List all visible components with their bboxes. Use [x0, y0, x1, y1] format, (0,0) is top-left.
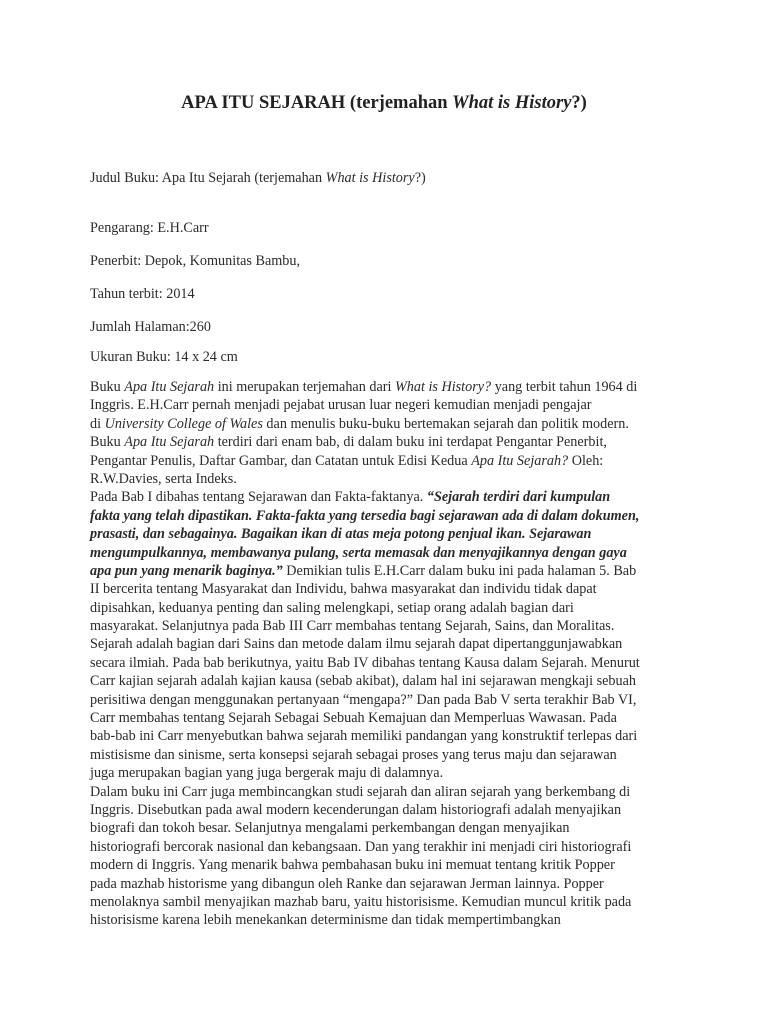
body-line: bab-bab ini Carr menyebutkan bahwa sejarah memiliki pandangan yang konstruktif terlepas dari	[90, 728, 638, 745]
field-halaman: Jumlah Halaman:260	[90, 319, 211, 335]
quote-run: mengumpulkannya, membawanya pulang, serta memasak dan menyajikannya dengan gaya	[90, 544, 627, 561]
quote-run: fakta yang telah dipastikan. Fakta-fakta yang tersedia bagi sejarawan ada di dalam dokumen,	[90, 507, 640, 524]
body-line: biografi dan tokoh besar. Selanjutnya mengalami perkembangan dengan menyajikan	[90, 820, 570, 837]
quote-run: “Sejarah terdiri dari kumpulan	[426, 489, 611, 506]
body-line	[90, 544, 690, 562]
text-run: Pengantar Penulis, Daftar Gambar, dan Catatan untuk Edisi Kedua	[90, 452, 472, 469]
judul-suffix: ?)	[414, 170, 426, 186]
text-run-italic: University College of Wales	[104, 415, 263, 432]
body-line	[90, 378, 690, 396]
text-run: Oleh:	[568, 452, 604, 469]
body-line	[90, 525, 690, 543]
body-line	[90, 562, 690, 580]
field-penerbit: Penerbit: Depok, Komunitas Bambu,	[90, 253, 301, 269]
body-line: secara ilmiah. Pada bab berikutnya, yaitu Bab IV dibahas tentang Kausa dalam Sejarah. Menurut	[90, 654, 640, 671]
body-line: modern di Inggris. Yang menarik bahwa pembahasan buku ini memuat tentang kritik Popper	[90, 857, 615, 874]
body-line: II bercerita tentang Masyarakat dan Individu, bahwa masyarakat dan individu tidak dapat	[90, 581, 597, 598]
body-line: juga merupakan bagian yang juga bergerak maju di dalamnya.	[90, 765, 444, 782]
body-line: Carr kajian sejarah adalah kajian kausa (sebab akibat), dalam hal ini sejarawan mengkaji sebuah	[90, 673, 636, 690]
body-line: Carr membahas tentang Sejarah Sebagai Sebuah Kemajuan dan Memperluas Wawasan. Pada	[90, 710, 617, 727]
title-italic: What is History	[452, 93, 572, 113]
body-text	[90, 378, 690, 930]
body-line	[90, 415, 690, 433]
field-pengarang: Pengarang: E.H.Carr	[90, 220, 209, 236]
body-line	[90, 433, 690, 451]
body-line: mistisisme dan sinisme, serta konsepsi sejarah sebagai proses yang terus maju dan sejarawan	[90, 746, 617, 763]
page-title	[0, 93, 768, 114]
text-run: terdiri dari enam bab, di dalam buku ini terdapat Pengantar Penerbit,	[214, 434, 607, 451]
text-run: ini merupakan terjemahan dari	[214, 379, 395, 395]
text-run: Buku	[90, 434, 125, 451]
body-line	[90, 507, 690, 525]
body-line: historisisme karena lebih menekankan determinisme dan tidak mempertimbangkan	[90, 912, 561, 929]
body-line: Dalam buku ini Carr juga membincangkan studi sejarah dan aliran sejarah yang berkembang di	[90, 783, 631, 800]
body-line: perisitiwa dengan menggunakan pertanyaan “mengapa?” Dan pada Bab V serta terakhir Bab VI,	[90, 691, 637, 708]
body-line: dipisahkan, keduanya penting dan saling melengkapi, setiap orang adalah bagian dari	[90, 599, 574, 616]
judul-italic: What is History	[325, 170, 415, 186]
text-run: yang terbit tahun 1964 di	[491, 379, 638, 395]
field-judul	[90, 169, 426, 187]
text-run-italic: Apa Itu Sejarah	[124, 434, 215, 451]
title-prefix: APA ITU SEJARAH (terjemahan	[181, 93, 453, 113]
quote-run: apa pun yang menarik baginya.”	[90, 562, 283, 579]
body-line: masyarakat. Selanjutnya pada Bab III Carr membahas tentang Sejarah, Sains, dan Moralitas.	[90, 618, 615, 635]
body-line	[90, 452, 690, 470]
field-tahun: Tahun terbit: 2014	[90, 286, 195, 302]
body-line: historiografi bercorak nasional dan kebangsaan. Dan yang terakhir ini menjadi ciri historiografi	[90, 838, 632, 855]
text-run: Buku	[90, 379, 125, 395]
text-run: di	[90, 415, 105, 432]
text-run-italic: What is History?	[394, 379, 492, 395]
field-ukuran: Ukuran Buku: 14 x 24 cm	[90, 349, 238, 365]
text-run-italic: Apa Itu Sejarah	[124, 379, 215, 395]
text-run-italic: Apa Itu Sejarah?	[471, 452, 569, 469]
body-line: pada mazhab historisme yang dibangun oleh Ranke dan sejarawan Jerman lainnya. Popper	[90, 875, 604, 892]
body-line: Inggris. Disebutkan pada awal modern kecenderungan dalam historiografi adalah menyajikan	[90, 801, 622, 818]
text-run: dan menulis buku-buku bertemakan sejarah dan politik modern.	[262, 415, 629, 432]
body-line: Sejarah adalah bagian dari Sains dan metode dalam ilmu sejarah dapat dipertanggunjawabkan	[90, 636, 623, 653]
body-line: Inggris. E.H.Carr pernah menjadi pejabat urusan luar negeri kemudian menjadi pengajar	[90, 397, 592, 414]
body-line: menolaknya sambil menyajikan mazhab baru, yaitu historisisme. Kemudian muncul kritik pada	[90, 893, 632, 910]
body-line	[90, 488, 690, 506]
judul-prefix: Judul Buku: Apa Itu Sejarah (terjemahan	[90, 170, 326, 186]
body-line: R.W.Davies, serta Indeks.	[90, 470, 237, 487]
text-run: Pada Bab I dibahas tentang Sejarawan dan Fakta-faktanya.	[90, 489, 427, 506]
quote-run: prasasti, dan sebagainya. Bagaikan ikan di atas meja potong penjual ikan. Sejarawan	[90, 526, 592, 543]
title-suffix: ?)	[571, 93, 587, 113]
text-run: Demikian tulis E.H.Carr dalam buku ini pada halaman 5. Bab	[282, 562, 637, 579]
